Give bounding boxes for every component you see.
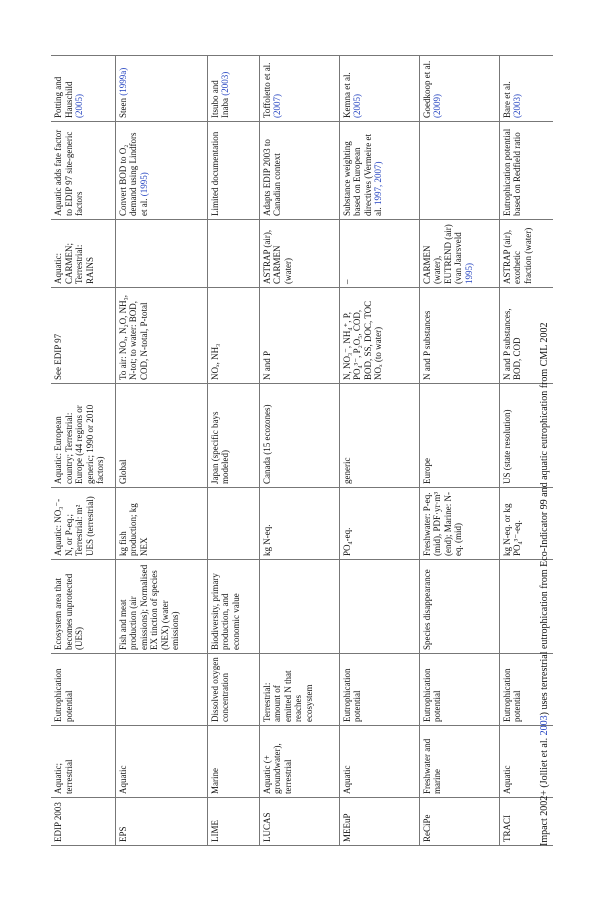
cell-model: [51, 220, 115, 288]
comment-text: Eutrophication potential based on Redfield ratio: [501, 128, 523, 216]
cell-comment: [115, 122, 207, 220]
cell-comment: [419, 122, 499, 220]
substances-text: N and P substances: [421, 310, 432, 380]
model-text: Aquatic: CARMEN; Terrestrial: RAINS: [53, 242, 95, 284]
cell-substances: [51, 288, 115, 384]
endpoint-text: Ecosystem area that becomes unprotected (UES): [53, 573, 85, 650]
cell-indicator: [207, 654, 259, 726]
model-text: –: [341, 279, 352, 284]
region-text: Canada (15 ecozones): [261, 404, 272, 484]
table-body: [51, 56, 553, 846]
region-text: Europe: [421, 458, 432, 484]
region-text: generic: [341, 457, 352, 484]
endpoint-text: Fish and meat production (air emissions); Normalised EX tinction of species (NEX) (water emissions): [117, 564, 181, 650]
cell-scope: [419, 726, 499, 798]
cell-region: [115, 384, 207, 488]
cell-region: [419, 384, 499, 488]
reference-text: Toffoletto et al.: [261, 62, 272, 118]
cell-scope: [259, 726, 339, 798]
cell-method: [207, 798, 259, 846]
cell-endpoint: [339, 560, 419, 654]
region-text: Japan (specific bays modeled): [209, 411, 231, 484]
cell-method: [339, 798, 419, 846]
method-text: MEEuP: [341, 813, 352, 842]
substances-text: N and P substances, BOD, COD: [501, 308, 523, 380]
scope-text: Aquatic: [117, 765, 128, 794]
cell-model: [339, 220, 419, 288]
cell-indicator: [115, 654, 207, 726]
method-text: EDIP 2003: [53, 802, 63, 842]
cell-unit: [207, 488, 259, 560]
method-text: LUCAS: [261, 812, 272, 842]
indicator-text: Eutrophication potential: [341, 668, 363, 722]
scope-text: Aquatic (+ groundwater), terrestrial: [261, 743, 293, 794]
citation-link[interactable]: (2009): [432, 94, 443, 118]
cell-region: [339, 384, 419, 488]
substances-text: N and P: [261, 351, 272, 380]
cell-comment: [207, 122, 259, 220]
indicator-text: Eutrophication potential: [421, 668, 443, 722]
table-row: [259, 56, 339, 846]
substances-text: N, NO₃⁻, NH₄⁺, P, PO₄³⁻, P₂O₅, COD, BOD, SS, DOC, TOC NOₓ (to water): [341, 300, 384, 380]
table-row: [51, 56, 115, 846]
reference-text: Potting and Hauschild: [53, 76, 74, 118]
eutrophication-methods-table: [51, 55, 553, 846]
region-text: Aquatic: European country; Terrestrial: Europe (44 regions or generic; 1990 or 2010 factors): [53, 404, 106, 484]
citation-link[interactable]: (1999a): [117, 67, 128, 96]
table-row: [339, 56, 419, 846]
table-row: [207, 56, 259, 846]
footnote-text: Impact 2002+ (Jolliet et al.: [539, 735, 550, 846]
method-text: LIME: [209, 820, 220, 842]
cell-reference: [339, 56, 419, 122]
cell-scope: [115, 726, 207, 798]
citation-link[interactable]: (2003): [512, 94, 523, 118]
unit-text: Aquatic: NO₃⁻-N, or P-eq.; Terrestrial: m² UES (terrestrial): [53, 496, 95, 556]
cell-method: [259, 798, 339, 846]
cell-reference: [51, 56, 115, 122]
cell-reference: [207, 56, 259, 122]
indicator-text: Eutrophication potential: [53, 668, 74, 722]
substances-text: To air: NOₓ, N₂O, NH₃, N-tot; to water: BOD, COD, N-total, P-total: [117, 295, 149, 380]
cell-model: [419, 220, 499, 288]
cell-comment: [339, 122, 419, 220]
indicator-text: Eutrophication potential: [501, 668, 523, 722]
comment-text: Aquatic adds fate factor to EDIP 97 site-generic factors: [53, 129, 85, 216]
footnote-text-end: ) uses terrestrial eutrophication from Eco-Indicator 99 and aquatic eutrophication from CML 2002: [539, 322, 550, 716]
cell-endpoint: [419, 560, 499, 654]
comment-text: Convert BOD to O₂ demand using Lindfors et al.: [117, 132, 149, 216]
citation-link[interactable]: 1997, 2007): [373, 161, 384, 205]
cell-unit: [339, 488, 419, 560]
cell-method: [115, 798, 207, 846]
indicator-text: Dissolved oxygen concentration: [209, 657, 231, 722]
cell-region: [207, 384, 259, 488]
method-text: EPS: [117, 826, 128, 842]
cell-substances: [115, 288, 207, 384]
unit-text: Freshwater: P-eq. (mid), PDF·yr·m³ (end); Marine: N-eq. (mid): [421, 491, 464, 556]
comment-text: Adapts EDIP 2003 to Canadian context: [261, 139, 283, 216]
reference-text: Itsubo and Inaba: [209, 80, 231, 118]
cell-endpoint: [207, 560, 259, 654]
cell-indicator: [339, 654, 419, 726]
cell-indicator: [51, 654, 115, 726]
cell-unit: [419, 488, 499, 560]
table-footnote: [539, 56, 550, 846]
cell-indicator: [419, 654, 499, 726]
table-row: [115, 56, 207, 846]
cell-substances: [207, 288, 259, 384]
citation-link[interactable]: (2005): [74, 94, 85, 118]
citation-link[interactable]: (1995): [138, 172, 149, 197]
unit-text: kg N-eq.: [261, 524, 272, 556]
cell-unit: [115, 488, 207, 560]
unit-text: PO₄-eq.: [341, 527, 352, 556]
cell-indicator: [259, 654, 339, 726]
cell-model: [259, 220, 339, 288]
cell-comment: [259, 122, 339, 220]
scope-text: Aquatic; terrestrial: [53, 759, 74, 794]
cell-region: [259, 384, 339, 488]
cell-model: [115, 220, 207, 288]
substances-text: NOₓ, NH₃: [209, 343, 220, 380]
citation-link[interactable]: (2003): [220, 71, 231, 96]
method-text: TRACI: [501, 815, 512, 842]
reference-text: Kemna et al.: [341, 72, 352, 118]
cell-scope: [339, 726, 419, 798]
scope-text: Aquatic: [501, 765, 512, 794]
cell-unit: [51, 488, 115, 560]
cell-reference: [259, 56, 339, 122]
scope-text: Aquatic: [341, 765, 352, 794]
rotated-table-page: [51, 56, 551, 846]
model-text: ASTRAP (air), CARMEN (water): [261, 229, 293, 284]
cell-endpoint: [259, 560, 339, 654]
citation-link[interactable]: 1995): [463, 263, 474, 284]
cell-endpoint: [115, 560, 207, 654]
cell-reference: [419, 56, 499, 122]
cell-comment: [51, 122, 115, 220]
footnote-citation-link[interactable]: 2003: [539, 715, 550, 736]
cell-method: [419, 798, 499, 846]
model-text: ASTRAP (air), exothetic fraction (water): [501, 227, 533, 284]
table-row: [419, 56, 499, 846]
model-text: CARMEN (water), EUTREND (air) (van Jaarsveld: [421, 224, 464, 284]
comment-text: Substance weighting based on European directives (Vermeire et al.: [341, 134, 384, 216]
cell-endpoint: [51, 560, 115, 654]
cell-unit: [259, 488, 339, 560]
cell-substances: [339, 288, 419, 384]
reference-text: Steen: [117, 98, 128, 118]
cell-method: [51, 798, 115, 846]
indicator-text: Terrestrial: amount of emitted N that reaches ecosystem: [261, 670, 314, 722]
cell-substances: [259, 288, 339, 384]
cell-scope: [51, 726, 115, 798]
unit-text: kg fish production; kg NEX: [117, 503, 149, 556]
method-text: ReCiPe: [421, 814, 432, 842]
cell-substances: [419, 288, 499, 384]
endpoint-text: Biodiversity, primary production, and economic value: [209, 573, 241, 650]
citation-link[interactable]: (2007): [272, 94, 283, 118]
unit-text: kg N-eq. or kg PO₄³⁻-eq.: [501, 503, 523, 556]
cell-reference: [115, 56, 207, 122]
cell-scope: [207, 726, 259, 798]
reference-text: Goedkoop et al.: [421, 60, 432, 118]
region-text: Global: [117, 459, 128, 484]
comment-text: Limited documentation: [209, 131, 220, 216]
cell-region: [51, 384, 115, 488]
cell-model: [207, 220, 259, 288]
substances-text: See EDIP 97: [53, 333, 63, 380]
endpoint-text: Species disappearance: [421, 569, 432, 650]
scope-text: Marine: [209, 768, 220, 794]
reference-text: Bare et al.: [501, 81, 512, 118]
scope-text: Freshwater and marine: [421, 738, 443, 794]
region-text: US (state resolution): [501, 409, 512, 484]
citation-link[interactable]: (2005): [352, 94, 363, 118]
